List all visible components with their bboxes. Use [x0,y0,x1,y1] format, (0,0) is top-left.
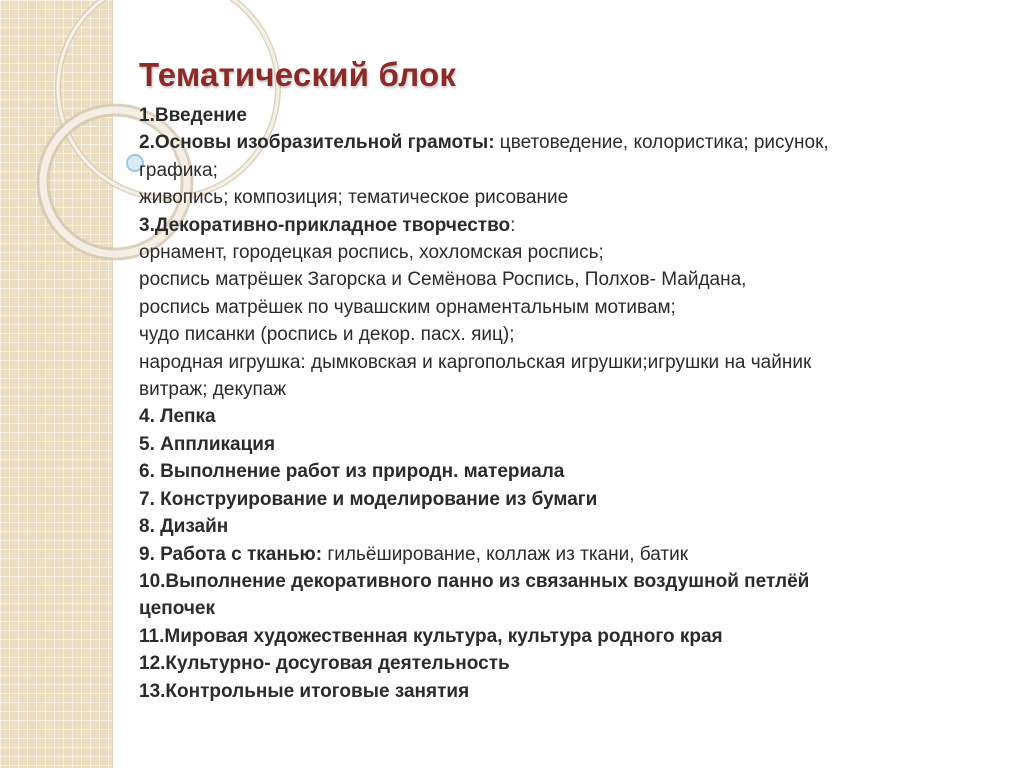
bold-text: 5. Аппликация [139,433,276,455]
text: : [510,214,516,236]
content-line [139,431,999,458]
bold-text: 7. Конструирование и моделирование из бумаги [139,488,598,510]
content-line [139,321,999,348]
text: чудо писанки (роспись и декор. пасх. яиц); [139,324,515,346]
bold-text: 11.Мировая художественная культура, культура родного края [139,625,723,647]
bold-text: 3.Декоративно-прикладное творчество [139,214,511,236]
slide-title: Тематический блок [139,56,457,93]
text: живопись; композиция; тематическое рисование [139,187,569,209]
bold-text: 6. Выполнение работ из природн. материала [139,461,565,483]
content-line [139,486,999,513]
text: народная игрушка: дымковская и каргопольская игрушки;игрушки на чайник [139,351,812,373]
slide-content [139,102,999,705]
content-line [139,568,999,595]
text: роспись матрёшек по чувашским орнаментальным мотивам; [139,296,676,318]
content-line [139,458,999,485]
text: орнамент, городецкая роспись, хохломская роспись; [139,242,604,264]
content-line [139,239,999,266]
content-line [139,623,999,650]
content-line [139,513,999,540]
content-line [139,678,999,705]
content-line [139,595,999,622]
content-line [139,650,999,677]
content-line [139,102,999,129]
text: роспись матрёшек Загорска и Семёнова Роспись, Полхов- Майдана, [139,269,747,291]
bold-text: 13.Контрольные итоговые занятия [139,680,470,702]
text: цветоведение, колористика; рисунок, [494,132,829,154]
bold-text: 9. Работа с тканью: [139,543,323,565]
content-line [139,349,999,376]
content-line [139,541,999,568]
text: гильёширование, коллаж из ткани, батик [322,543,689,565]
text: витраж; декупаж [139,379,287,401]
text: графика; [139,159,218,181]
bold-text: 12.Культурно- досуговая деятельность [139,653,510,675]
bold-text: 2.Основы изобразительной грамоты: [139,132,495,154]
bold-text: 10.Выполнение декоративного панно из связанных воздушной петлёй [139,570,810,592]
content-line [139,266,999,293]
content-line [139,157,999,184]
content-line [139,294,999,321]
content-line [139,184,999,211]
bold-text: 4. Лепка [139,406,216,428]
bold-text: цепочек [139,598,215,620]
content-line [139,403,999,430]
bold-text: 8. Дизайн [139,516,229,538]
content-line [139,129,999,156]
content-line [139,212,999,239]
bold-text: 1.Введение [139,105,247,126]
content-line [139,376,999,403]
